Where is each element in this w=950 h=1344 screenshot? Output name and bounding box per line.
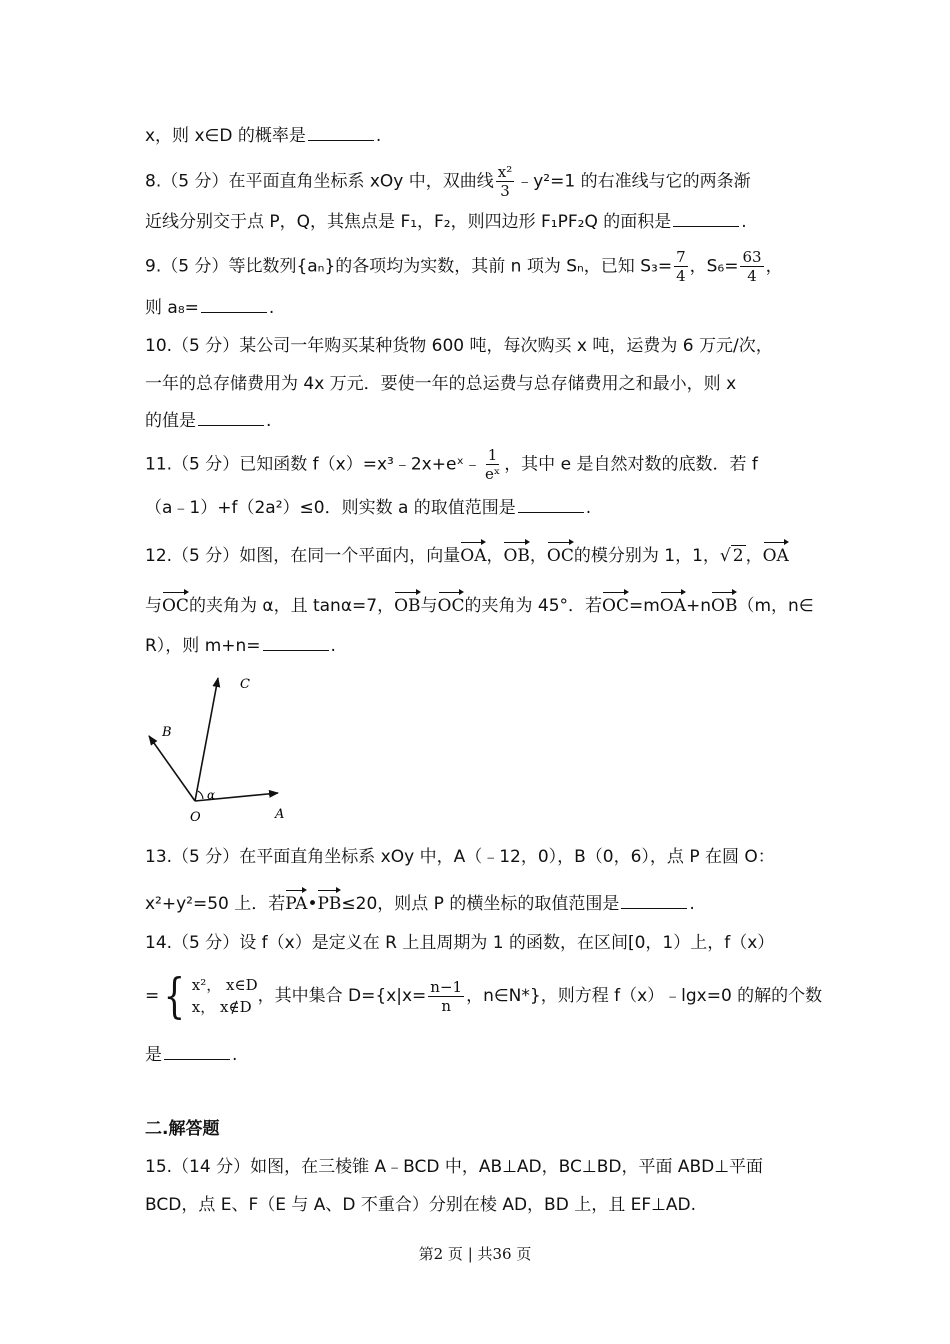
q9-line-2 — [145, 296, 274, 320]
vector-oa: OA — [763, 540, 789, 568]
q12-text-7: =m — [628, 596, 660, 616]
q9-s6-fraction — [740, 248, 763, 285]
label-a: A — [275, 807, 285, 822]
q9-line-1 — [145, 248, 783, 285]
q8-fraction — [496, 163, 514, 200]
vector-ob-arrow — [149, 736, 195, 801]
q9-text-3: ， — [765, 256, 783, 277]
vector-pa: PA — [285, 888, 307, 916]
answer-blank — [164, 1043, 230, 1060]
answer-blank — [673, 210, 739, 227]
vector-oc: OC — [602, 590, 629, 618]
angle-arc — [198, 791, 203, 799]
q8-line-1 — [145, 163, 751, 200]
answer-blank — [308, 124, 374, 141]
answer-blank — [198, 409, 264, 426]
q11-line-2 — [145, 496, 591, 520]
q13-text-2: ≤20，则点 P 的横坐标的取值范围是 — [341, 894, 620, 914]
q12-text: 12.（5 分）如图，在同一个平面内，向量 — [145, 546, 461, 566]
q12-text-8: +n — [686, 596, 712, 616]
q14-line-1: 14.（5 分）设 f（x）是定义在 R 上且周期为 1 的函数，在区间[0，1）上，f（x） — [145, 933, 775, 953]
vector-oc-arrow — [195, 678, 218, 801]
q12-text-10: R），则 m+n= — [145, 636, 261, 656]
vector-oc: OC — [547, 540, 574, 568]
q11-text: 11.（5 分）已知函数 f（x）=x³﹣2x+eˣ﹣ — [145, 454, 481, 475]
vector-oc: OC — [162, 590, 189, 618]
q7-tail — [145, 124, 381, 148]
q15-line-2: BCD，点 E、F（E 与 A、D 不重合）分别在棱 AD，BD 上，且 EF⊥AD. — [145, 1195, 697, 1215]
q7-text: x，则 x∈D 的概率是 — [145, 126, 306, 146]
piecewise-definition — [159, 968, 258, 1024]
vector-ob: OB — [711, 590, 737, 618]
cases — [192, 974, 258, 1018]
q10-line-1: 10.（5 分）某公司一年购买某种货物 600 吨，每次购买 x 吨，运费为 6 万元/次， — [145, 336, 773, 356]
q7-period: . — [375, 126, 382, 146]
q14-equals: = — [145, 986, 160, 1006]
q13-text: x²+y²=50 上．若 — [145, 894, 286, 914]
page-footer: 第2 页 | 共36 页 — [418, 1245, 532, 1263]
q12-text-9: （m，n∈ — [737, 596, 814, 616]
answer-blank — [201, 296, 267, 313]
answer-blank — [621, 892, 687, 909]
dot-operator: • — [307, 894, 318, 914]
case-2: x， x∉D — [191, 998, 252, 1016]
q12-text-4: 的夹角为 α，且 tanα=7， — [188, 596, 395, 616]
vector-ob: OB — [394, 590, 420, 618]
fraction-numerator: 1 — [487, 446, 498, 464]
q14-line-3 — [145, 1043, 237, 1067]
q12-text-2: 的模分别为 1，1， — [573, 546, 720, 566]
label-c: C — [240, 677, 250, 692]
q10-period: . — [266, 411, 272, 431]
q10-text: 的值是 — [145, 411, 196, 431]
fraction-denominator: 3 — [500, 182, 510, 200]
q8-period: . — [741, 212, 747, 232]
q11-fraction — [483, 446, 502, 483]
q14-period: . — [232, 1045, 238, 1065]
q14-text-2: ，n∈N*}，则方程 f（x）﹣lgx=0 的解的个数 — [466, 986, 823, 1006]
fraction-numerator: 7 — [676, 248, 686, 266]
q10-line-3 — [145, 409, 271, 433]
q9-s3-fraction — [674, 248, 688, 285]
q12-text-3: 与 — [145, 596, 162, 616]
q8-text-3: 近线分别交于点 P，Q，其焦点是 F₁，F₂，则四边形 F₁PF₂Q 的面积是 — [145, 212, 672, 232]
q11-text-2: ，其中 e 是自然对数的底数．若 f — [504, 454, 758, 475]
fraction-numerator: x² — [497, 163, 513, 181]
q8-text: 8.（5 分）在平面直角坐标系 xOy 中，双曲线 — [145, 171, 494, 192]
q13-period: . — [689, 894, 695, 914]
q13-line-1: 13.（5 分）在平面直角坐标系 xOy 中，A（﹣12，0），B（0，6），点 P 在圆 O： — [145, 847, 775, 867]
fraction-numerator: 63 — [742, 248, 762, 266]
q15-line-1: 15.（14 分）如图，在三棱锥 A﹣BCD 中，AB⊥AD，BC⊥BD，平面 ABD⊥平面 — [145, 1157, 764, 1177]
label-o: O — [190, 810, 201, 825]
fraction-denominator: n — [441, 996, 452, 1015]
q11-line-1 — [145, 446, 758, 483]
q9-text: 9.（5 分）等比数列{aₙ}的各项均为实数，其前 n 项为 Sₙ，已知 S₃= — [145, 256, 673, 277]
brace-icon: { — [163, 968, 186, 1024]
q9-period: . — [268, 298, 275, 318]
q12-line-2 — [145, 590, 814, 618]
q12-text-5: 与 — [420, 596, 438, 616]
q12-line-1: 12.（5 分）如图，在同一个平面内，向量OA，OB，OC的模分别为 1，1，√ 2 ，OA — [145, 540, 789, 568]
vector-pb: PB — [317, 888, 341, 916]
q11-text-3: （a﹣1）+f（2a²）≤0．则实数 a 的取值范围是 — [145, 498, 516, 518]
sqrt-expression: √ 2 — [719, 546, 744, 566]
answer-blank — [518, 496, 584, 513]
vector-oa: OA — [460, 540, 486, 568]
vector-ob: OB — [503, 540, 529, 568]
q8-text-2: ﹣y²=1 的右准线与它的两条渐 — [516, 171, 751, 192]
q14-text-3: 是 — [145, 1045, 162, 1065]
q12-period: . — [330, 636, 336, 656]
q8-line-2 — [145, 210, 747, 234]
q14-text: ，其中集合 D={x|x= — [257, 986, 427, 1006]
fraction-denominator: eˣ — [484, 465, 501, 483]
q14-line-2 — [145, 970, 822, 1022]
radicand: 2 — [732, 546, 744, 566]
vector-oc: OC — [438, 590, 465, 618]
case-1: x²， x∈D — [191, 976, 258, 994]
fraction-denominator: 4 — [747, 267, 757, 285]
label-alpha: α — [207, 788, 216, 802]
vector-oa: OA — [660, 590, 686, 618]
q12-line-3 — [145, 634, 336, 658]
q14-fraction — [428, 978, 464, 1015]
q11-period: . — [585, 498, 592, 518]
q9-text-2: ，S₆= — [689, 256, 739, 277]
section-heading: 二.解答题 — [145, 1119, 220, 1139]
q13-line-2 — [145, 888, 695, 916]
q12-text-6: 的夹角为 45°．若 — [464, 596, 603, 616]
q10-line-2: 一年的总存储费用为 4x 万元．要使一年的总运费与总存储费用之和最小，则 x — [145, 374, 737, 394]
q9-text-4: 则 a₈= — [145, 298, 199, 318]
fraction-numerator: n−1 — [430, 977, 463, 996]
answer-blank — [263, 634, 329, 651]
fraction-denominator: 4 — [676, 267, 686, 285]
vector-figure — [140, 668, 310, 828]
label-b: B — [162, 725, 172, 740]
